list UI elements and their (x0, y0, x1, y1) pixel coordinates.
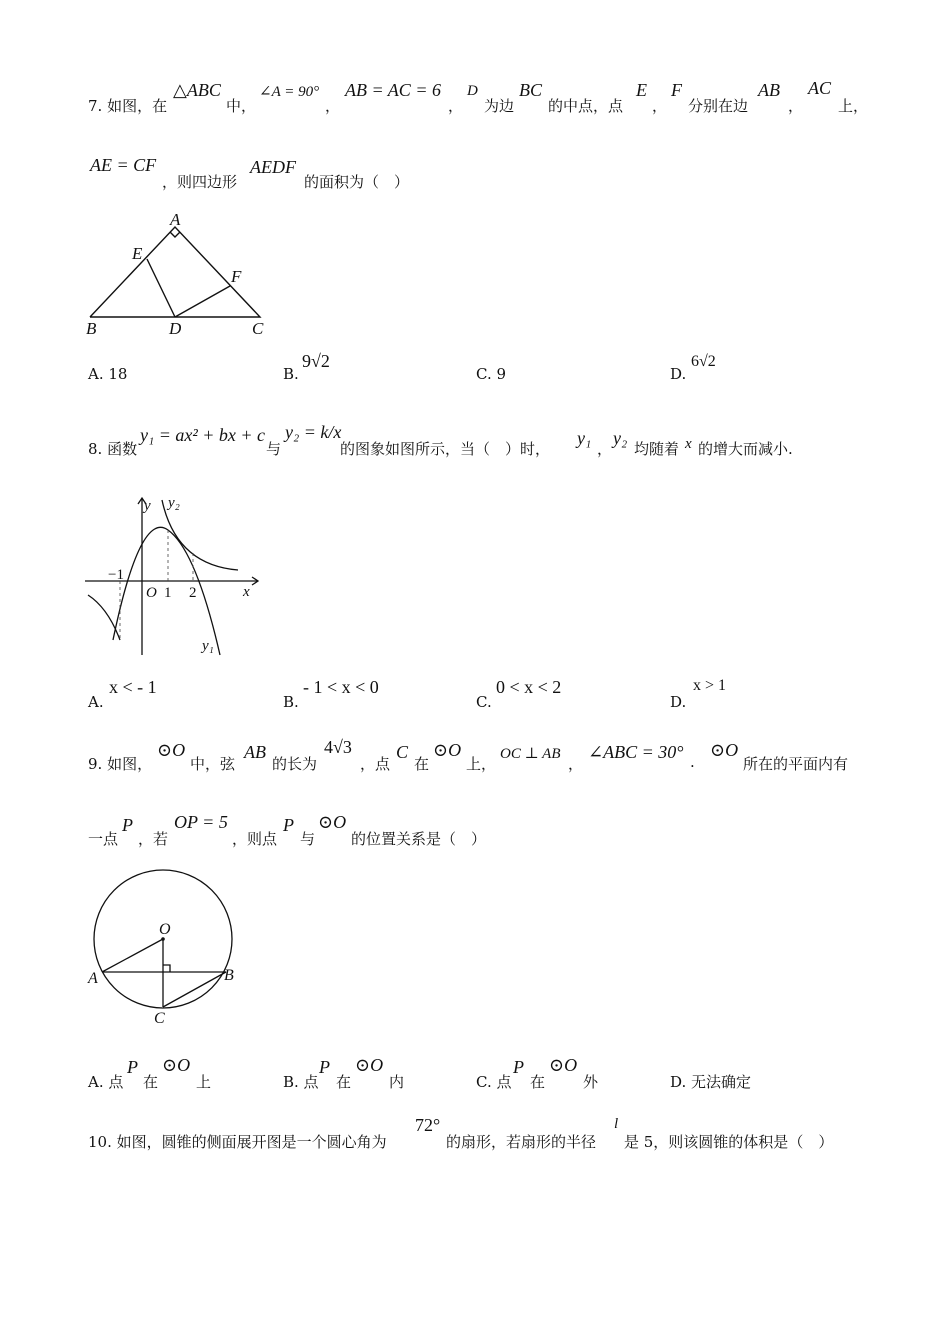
q8-label-neg1: −1 (108, 567, 124, 583)
q7-text: 分别在边 (688, 97, 749, 115)
q10-text: 是 5，则该圆锥的体积是（ ） (624, 1133, 834, 1151)
q7-text: 的面积为（ ） (304, 173, 410, 191)
q9-option-d: D. 无法确定 (670, 1073, 752, 1091)
q7-label-d: D (169, 319, 182, 338)
q9-option-b-o: ⊙O (355, 1055, 384, 1075)
q7-angle: ∠A = 90° (259, 84, 320, 100)
q7-comma: ， (325, 97, 341, 115)
q7-option-b-value: 9√2 (302, 351, 330, 371)
q7-segment-ab: AB (758, 80, 780, 100)
q9-comma: ， (568, 755, 584, 773)
q7-comma: ， (652, 97, 668, 115)
q9-circle-o: ⊙O (157, 740, 186, 760)
q9-option-b-zai: 在 (336, 1073, 352, 1091)
q10-radius-l: l (614, 1116, 619, 1132)
q9-text: 与 (300, 830, 316, 848)
q9-angle: ∠ABC = 30° (588, 742, 684, 762)
q9-length-value: 4√3 (324, 737, 352, 757)
q8-option-c-label: C. (476, 693, 492, 711)
q9-distance: OP = 5 (174, 812, 228, 832)
q8-option-c-value: 0 < x < 2 (496, 677, 562, 697)
q7-option-d-label: D. (670, 365, 687, 383)
q8-label-y1: y₁ (202, 638, 214, 654)
q10-angle: 72° (415, 1115, 441, 1135)
q9-chord-ab: AB (244, 742, 266, 762)
q9-text: 一点 (88, 830, 119, 848)
q9-option-c-o: ⊙O (549, 1055, 578, 1075)
q9-text: 的位置关系是（ ） (351, 830, 487, 848)
q7-label-a: A (170, 210, 181, 229)
q8-label-one: 1 (164, 585, 172, 601)
q8-option-b-value: - 1 < x < 0 (303, 677, 379, 697)
q9-label-a: A (88, 970, 98, 987)
q9-circle-o: ⊙O (318, 812, 347, 832)
q9-point-p: P (283, 815, 294, 835)
q8-label-x: x (243, 584, 250, 600)
q7-option-b-label: B. (283, 365, 299, 383)
q8-option-d-value: x > 1 (693, 677, 727, 694)
q8-x: x (685, 436, 692, 452)
q8-comma: ， (597, 440, 613, 458)
q9-option-a-p: P (127, 1057, 138, 1077)
q10-text: 的扇形，若扇形的半径 (446, 1133, 597, 1151)
q9-text: 中，弦 (190, 755, 236, 773)
q9-text: ，点 (360, 755, 391, 773)
q9-option-c-zai: 在 (530, 1073, 546, 1091)
q9-option-a-post: 上 (196, 1073, 212, 1091)
q10-text: 10. 如图，圆锥的侧面展开图是一个圆心角为 (88, 1133, 387, 1151)
q8-y1: y₁ (577, 428, 592, 448)
q8-label-y2: y₂ (168, 495, 180, 511)
q7-quadrilateral: AEDF (250, 157, 296, 177)
q7-point-d: D (467, 83, 478, 99)
q8-option-d-label: D. (670, 693, 687, 711)
q8-label-y: y (144, 498, 151, 514)
q7-segment-ac: AC (808, 78, 832, 98)
q7-label-e: E (132, 244, 143, 263)
q7-label-b: B (86, 319, 97, 338)
q8-label-two: 2 (189, 585, 197, 601)
q7-text: 中， (226, 97, 257, 115)
q9-point-p: P (122, 815, 133, 835)
q9-text: 上， (466, 755, 497, 773)
q9-option-c-label: C. 点 (476, 1073, 512, 1091)
q7-label-f: F (231, 267, 242, 286)
q8-inverse: y₂ = k/x (285, 422, 342, 442)
q7-number: 7. 如图，在 (88, 97, 168, 115)
q7-comma: ， (448, 97, 464, 115)
q8-label-origin: O (146, 585, 157, 601)
q8-text: 的增大而减小. (698, 440, 793, 458)
q7-option-a: A. 18 (88, 365, 128, 383)
q9-number: 9. 如图， (88, 755, 153, 773)
q7-option-c: C. 9 (476, 365, 507, 383)
q9-circle-o: ⊙O (433, 740, 462, 760)
q9-point-c: C (396, 742, 409, 762)
q7-equation: AB = AC = 6 (345, 80, 441, 100)
q7-point-f: F (671, 80, 682, 100)
q9-text: ，则点 (232, 830, 278, 848)
q9-circle-o: ⊙O (710, 740, 739, 760)
q7-comma: ， (788, 97, 804, 115)
q8-y2: y₂ (613, 428, 628, 448)
q9-text: ，若 (138, 830, 169, 848)
q7-text: ，则四边形 (162, 173, 238, 191)
q8-option-a-label: A. (88, 693, 104, 711)
q9-dot: . (690, 753, 695, 771)
q9-label-o: O (159, 921, 171, 938)
q8-option-b-label: B. (283, 693, 299, 711)
q9-text: 在 (414, 755, 430, 773)
q7-segment-bc: BC (519, 80, 543, 100)
q8-text: 均随着 (634, 440, 680, 458)
q7-text: 上， (838, 97, 869, 115)
q9-label-c: C (154, 1010, 165, 1027)
q7-condition: AE = CF (90, 155, 157, 175)
q7-text: 的中点，点 (548, 97, 624, 115)
q7-option-d-value: 6√2 (691, 353, 716, 370)
q9-option-a-o: ⊙O (162, 1055, 191, 1075)
q9-option-a-label: A. 点 (88, 1073, 124, 1091)
q8-option-a-value: x < - 1 (109, 677, 157, 697)
q8-text: 的图象如图所示，当（ ）时， (340, 440, 551, 458)
q9-option-a-zai: 在 (143, 1073, 159, 1091)
q9-text: 所在的平面内有 (743, 755, 849, 773)
q9-option-b-label: B. 点 (283, 1073, 319, 1091)
q7-triangle: △ABC (173, 80, 221, 100)
q8-number: 8. 函数 (88, 440, 138, 458)
q9-text: 的长为 (272, 755, 318, 773)
q7-text: 为边 (484, 97, 515, 115)
q9-option-c-post: 外 (583, 1073, 599, 1091)
q9-option-b-post: 内 (389, 1073, 405, 1091)
q9-perpendicular: OC ⊥ AB (500, 746, 561, 762)
q7-point-e: E (636, 80, 647, 100)
q9-label-b: B (224, 967, 234, 984)
q9-option-c-p: P (513, 1057, 524, 1077)
q7-label-c: C (252, 319, 264, 338)
q8-quadratic: y₁ = ax² + bx + c (140, 425, 266, 445)
q9-option-b-p: P (319, 1057, 330, 1077)
q8-text: 与 (266, 440, 282, 458)
